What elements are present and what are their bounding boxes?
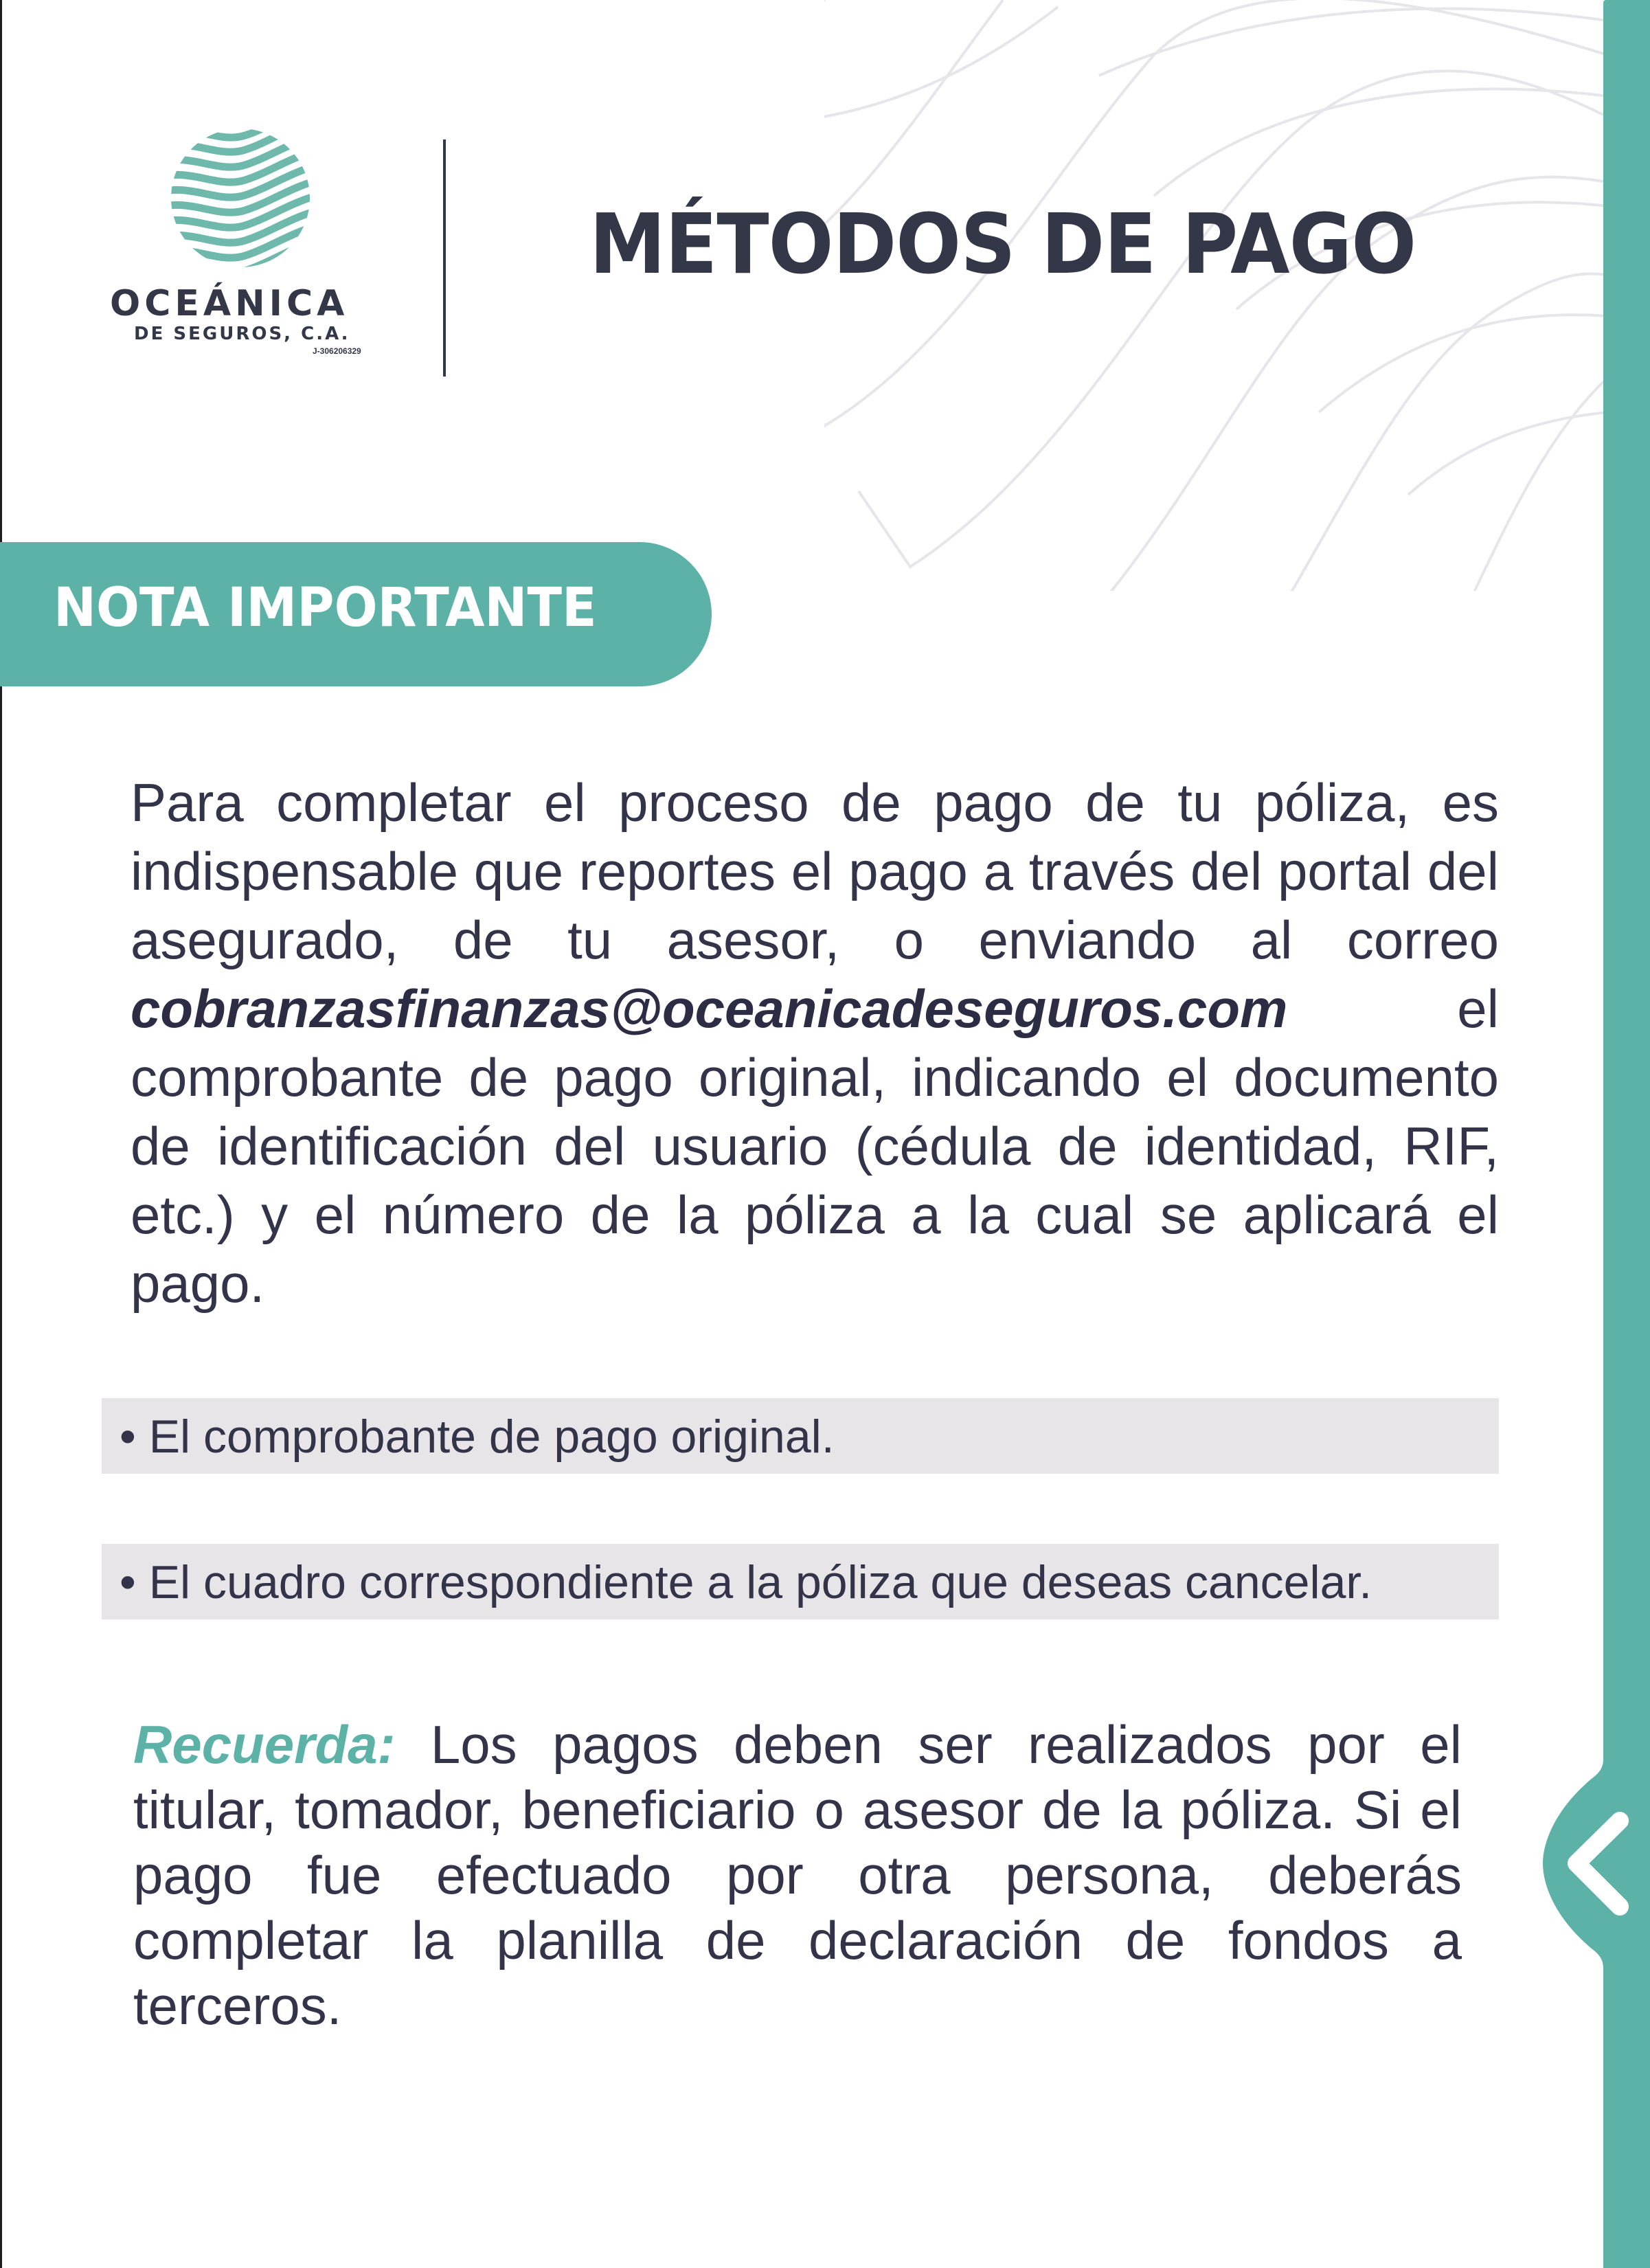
logo-company-subtitle: DE SEGUROS, C.A. [134,324,350,344]
instructions-text-part-1: Para completar el proceso de pago de tu póliza, es indispensable que reportes el pago a través del portal del asegurado, de tu asesor, o enviando al correo [131,772,1499,970]
reminder-paragraph [133,1712,1462,2039]
requirement-text: • El cuadro correspondiente a la póliza que deseas cancelar. [120,1556,1372,1608]
logo-rif-number: J-306206329 [313,346,361,356]
reminder-label: Recuerda: [133,1714,396,1775]
page-left-border [0,0,2,2268]
reminder-text: Los pagos deben ser realizados por el titular, tomador, beneficiario o asesor de la póliza. Si el pago fue efectuado por otra persona, deberás completar la planilla de declaración de fondos a terceros. [133,1714,1462,2036]
requirement-item [102,1398,1499,1474]
logo-company-name: OCEÁNICA [110,283,349,324]
instructions-text-part-2: el comprobante de pago original, indicando el documento de identificación del usuario (cédula de identidad, RIF, etc.) y el número de la póliza a la cual se aplicará el pago. [131,978,1499,1314]
wave-globe-icon [170,127,311,269]
requirement-item [102,1544,1499,1619]
requirement-text: • El comprobante de pago original. [120,1411,835,1463]
billing-email[interactable]: cobranzasfinanzas@oceanicadeseguros.com [131,978,1288,1039]
note-banner-label: NOTA IMPORTANTE [54,577,597,639]
page-title: MÉTODOS DE PAGO [589,197,1416,293]
header-divider [443,139,446,377]
company-logo [103,124,378,364]
back-tab[interactable] [1539,1745,1650,1992]
decorative-wave-lines [824,0,1607,591]
payment-instructions-paragraph [131,768,1499,1318]
